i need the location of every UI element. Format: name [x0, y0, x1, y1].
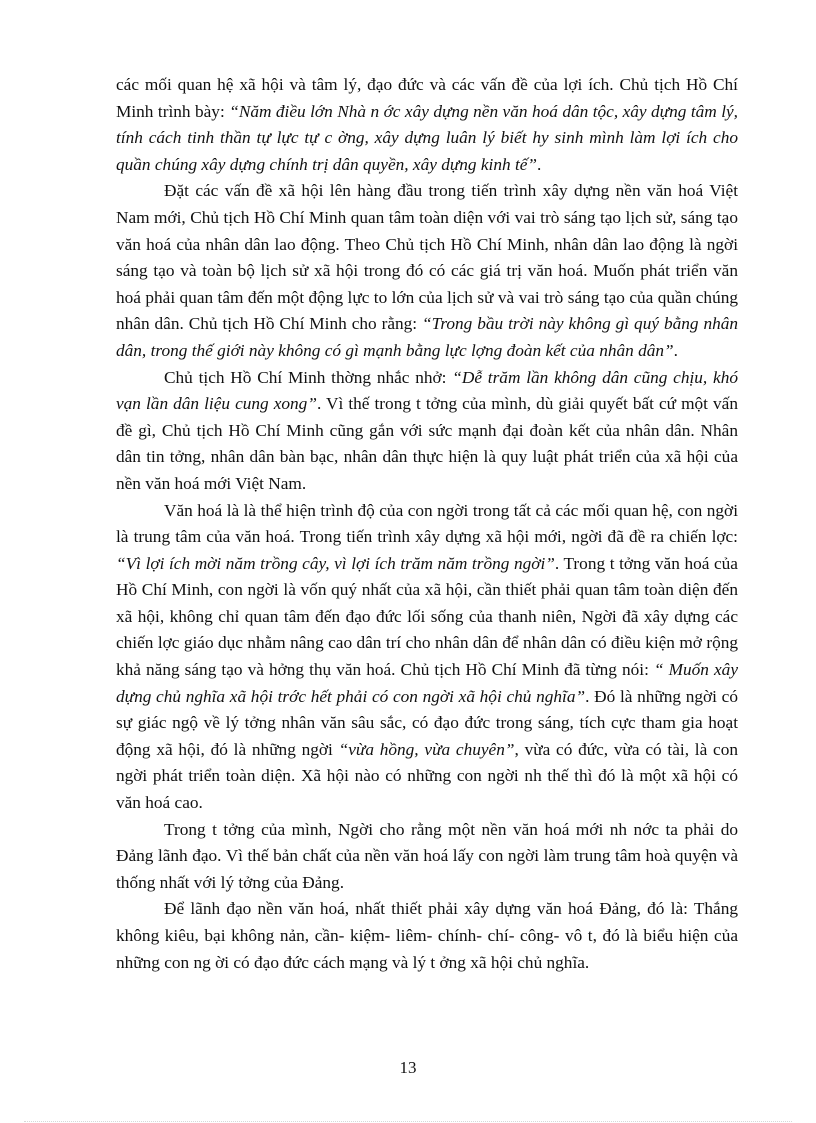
paragraph-5 — [116, 817, 738, 897]
text-run: Chủ tịch Hồ Chí Minh thờng nhắc nhở: — [164, 367, 453, 387]
paragraph-6 — [116, 896, 738, 976]
italic-quote: “Vì lợi ích mời năm trồng cây, vì lợi ích trăm năm trồng ngời” — [116, 553, 555, 573]
italic-quote: “Dễ trăm lần không dân cũng chịu, khó vạn lần dân liệu cung xong” — [116, 367, 738, 414]
italic-quote: “Năm điều lớn Nhà n ớc xây dựng nền văn hoá dân tộc, xây dựng tâm lý, tính cách tinh thần tự lực tự c ờng, xây dựng luân lý biết hy sinh mình làm lợi ích cho quần chúng xây dựng chính trị dân quyền, xây dựng kinh tế” — [116, 101, 738, 174]
italic-quote: “Trong bầu trời này không gì quý bằng nhân dân, trong thế giới này không có gì mạnh bằng lực lợng đoàn kết của nhân dân” — [116, 314, 739, 360]
paragraph-2 — [116, 178, 738, 364]
body-text — [116, 72, 738, 976]
text-run: . Trong t tởng văn hoá của Hồ Chí Minh, con ngời là vốn quý nhất của xã hội, cần thiết phải quan tâm toàn diện đến xã hội, không chỉ quan tâm đến đạo đức lối sống của thanh niên, Ngời đã xây dựng các chiến lợc giáo dục nhằm nâng cao dân trí cho nhân dân để nhân dân có điều kiện mở rộng khả năng sáng tạo và hởng thụ văn hoá. Chủ tịch Hồ Chí Minh đã từng nói: — [116, 553, 738, 680]
text-run: Văn hoá là là thể hiện trình độ của con ngời trong tất cả các mối quan hệ, con ngời là trung tâm của văn hoá. Trong tiến trình xây dựng xã hội mới, ngời đã đề ra chiến lợc: — [116, 500, 738, 547]
italic-quote: “vừa hồng, vừa chuyên” — [338, 739, 515, 759]
text-run: Đặt các vấn đề xã hội lên hàng đầu trong tiến trình xây dựng nền văn hoá Việt Nam mới, Chủ tịch Hồ Chí Minh quan tâm toàn diện với vai trò sáng tạo lịch sử, sáng tạo văn hoá của nhân dân lao động. Theo Chủ tịch Hồ Chí Minh, nhân dân lao động là ngời sáng tạo và toàn bộ lịch sử xã hội trong đó có các giá trị văn hoá. Muốn phát triển văn hoá phải quan tâm đến một động lực to lớn của lịch sử và vai trò sáng tạo của quần chúng nhân dân. Chủ tịch Hồ Chí Minh cho rằng: — [116, 181, 738, 334]
italic-quote: “ Muốn xây dựng chủ nghĩa xã hội trớc hết phải có con ngời xã hội chủ nghĩa” — [116, 660, 738, 706]
page-number: 13 — [399, 1058, 417, 1077]
text-run: . — [537, 154, 542, 174]
text-run: các mối quan hệ xã hội và tâm lý, đạo đức và các vấn đề của lợi ích. Chủ tịch Hồ Chí Minh trình bày: — [116, 75, 738, 121]
text-run: Để lãnh đạo nền văn hoá, nhất thiết phải xây dựng văn hoá Đảng, đó là: Thắng không kiêu, bại không nản, cần- kiệm- liêm- chính- chí- công- vô t, đó là biểu hiện của những con ng ời có đạo đức cách mạng và lý t ởng xã hội chủ nghĩa. — [116, 899, 738, 972]
text-run: Trong t tởng của mình, Ngời cho rằng một nền văn hoá mới nh nớc ta phải do Đảng lãnh đạo. Vì thế bản chất của nền văn hoá lấy con ngời làm trung tâm hoà quyện và thống nhất với lý tởng của Đảng. — [116, 819, 738, 892]
paragraph-4 — [116, 498, 738, 817]
text-run: . Vì thế trong t tởng của mình, dù giải quyết bất cứ một vấn đề gì, Chủ tịch Hồ Chí Minh cũng gắn với sức mạnh đại đoàn kết của nhân dân. Nhân dân tin tởng, nhân dân bàn bạc, nhân dân thực hiện là quy luật phát triển của xã hội của nền văn hoá mới Việt Nam. — [116, 394, 738, 493]
text-run: , vừa có đức, vừa có tài, là con ngời phát triển toàn diện. Xã hội nào có những con ngời nh thế thì đó là một xã hội có văn hoá cao. — [116, 739, 738, 813]
text-run: . Đó là những ngời có sự giác ngộ về lý tởng nhân văn sâu sắc, có đạo đức trong sáng, tích cực tham gia hoạt động xã hội, đó là những ngời — [116, 686, 738, 759]
paragraph-1 — [116, 72, 738, 178]
text-run: . — [673, 340, 678, 360]
footer-divider — [24, 1121, 792, 1122]
paragraph-3 — [116, 365, 738, 498]
